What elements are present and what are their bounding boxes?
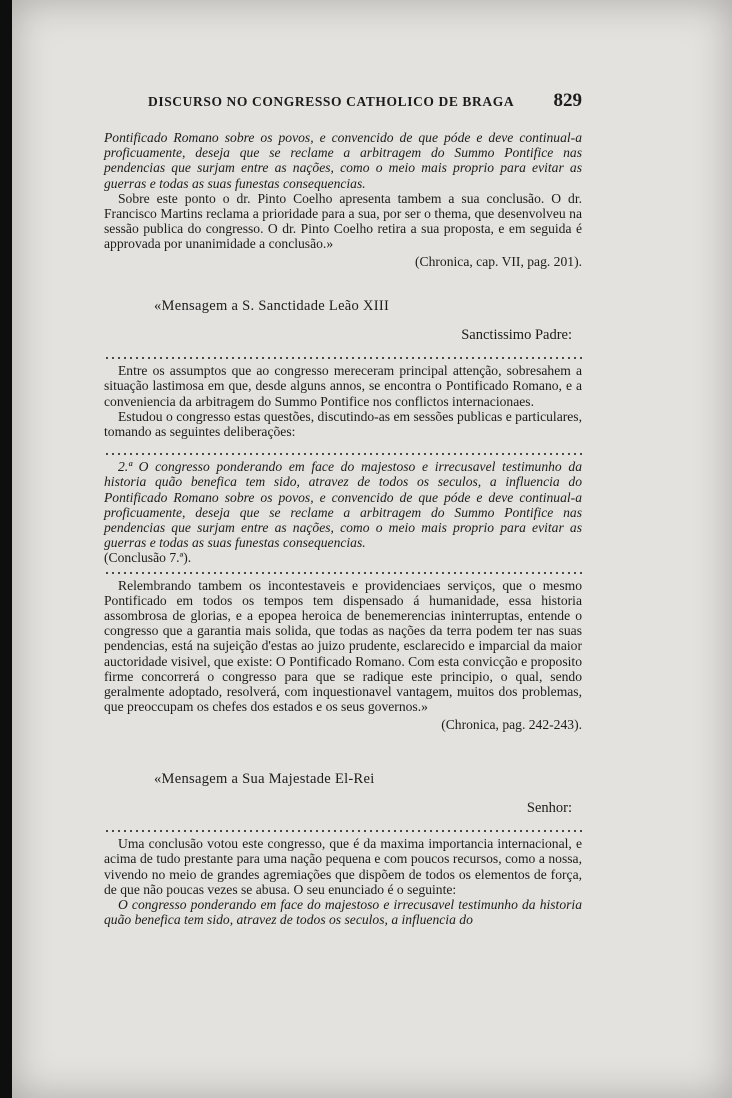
opening-italic-paragraph: Pontificado Romano sobre os povos, e convencido de que póde e deve continual-a proficuamente, deseja que se reclame a arbitragem do Summo Pontifice nas pendencias que surjam entre as nações, como o meio mais proprio para evitar as guerras e todas as suas funestas consequencias. [104,130,582,191]
paragraph-estudou: Estudou o congresso estas questões, discutindo-as em sessões publicas e particulares, tomando as seguintes deliberações: [104,408,582,440]
page-body [104,130,582,927]
paragraph-uma-conclusao: Uma conclusão votou este congresso, que é da maxima importancia internacional, e acima de tudo prestante para uma nação pequena e com poucos recursos, como a nossa, vivendo no meio de grandes agremiações que dispõem de todos os elementos de força, de que não poucas vezes se abusa. O seu enunciado é o seguinte: [104,836,582,897]
salutation-sanctissimo-padre: Sanctissimo Padre: [461,327,572,344]
citation-chronica-242: (Chronica, pag. 242-243). [441,716,582,732]
page-number: 829 [553,90,582,111]
conclusao-reference: (Conclusão 7.ª). [104,550,192,566]
running-title: DISCURSO NO CONGRESSO CATHOLICO DE BRAGA [148,94,515,109]
ellipsis-divider [104,451,582,457]
citation-chronica-201: (Chronica, cap. VII, pag. 201). [415,253,582,269]
scan-left-border [0,0,12,1098]
final-italic-paragraph: O congresso ponderando em face do majestoso e irrecusavel testimunho da historia quão benefica tem sido, atravez de todos os seculos, a influencia do [104,896,582,928]
ellipsis-divider [104,570,582,576]
paragraph-relembrando: Relembrando tambem os incontestaveis e providenciaes serviços, que o mesmo Pontificado em todos os tempos tem dispensado á humanidade, essa historia assombrosa de glorias, e a epopea heroica de benemerencias ininterruptas, entende o congresso que a garantia mais solida, que todas as nações da terra podem ter nas suas pendencias, está na sujeição d'estas ao juizo prudente, esclarecido e imparcial da maior auctoridade visivel, que existe: O Pontificado Romano. Com esta convicção e proposito firme concorrerá o congresso para que se radique este principio, o qual, sendo geralmente adoptado, resolverá, com inquestionavel vantagem, muitos dos problemas, que preoccupam os chefes dos estados e os seus governos.» [104,577,582,715]
heading-mensagem-el-rei: «Mensagem a Sua Majestade El-Rei [154,770,375,787]
ellipsis-divider [104,828,582,834]
paragraph-conclusao-2: 2.ª O congresso ponderando em face do majestoso e irrecusavel testimunho da historia quão benefica tem sido, atravez de todos os seculos, a influencia do Pontificado Romano sobre os povos, e convencido de que póde e deve continual-a proficuamente, deseja que se reclame a arbitragem do Summo Pontifice nas pendencias que surjam entre as nações, como o meio mais proprio para evitar as guerras e todas as suas funestas consequencias. [104,459,582,551]
salutation-senhor: Senhor: [526,799,572,816]
ellipsis-divider [104,355,582,361]
paragraph-entre: Entre os assumptos que ao congresso mereceram principal attenção, sobresahem a situação lastimosa em que, desde alguns annos, se encontra o Pontificado Romano, e a conveniencia da arbitragem do Summo Pontifice nos conflictos internacionaes. [104,363,582,409]
page-header [148,90,582,114]
heading-mensagem-leao: «Mensagem a S. Sanctidade Leão XIII [154,297,390,314]
paragraph-pinto-coelho: Sobre este ponto o dr. Pinto Coelho apresenta tambem a sua conclusão. O dr. Francisco Martins reclama a prioridade para a sua, por ser o thema, que desenvolveu na sessão publica do congresso. O dr. Pinto Coelho retira a sua proposta, e em seguida é approvada por unanimidade a conclusão.» [104,190,582,252]
